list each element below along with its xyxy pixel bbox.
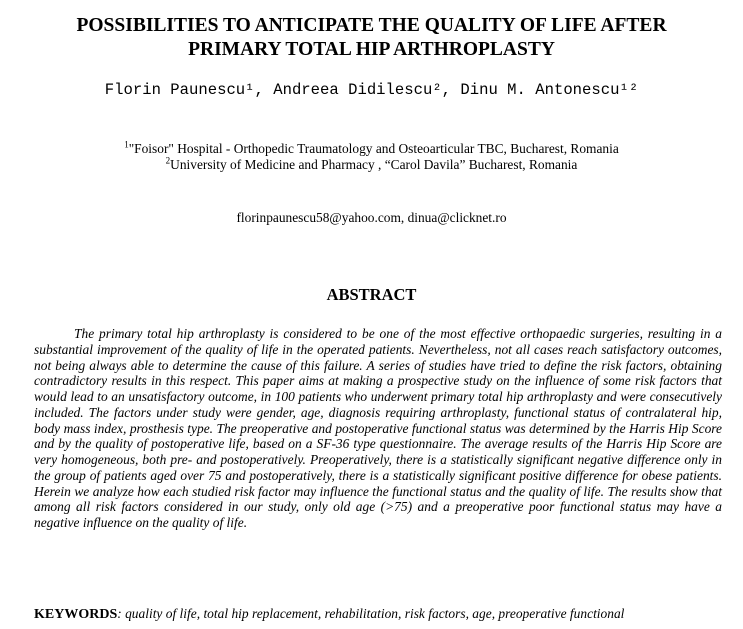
title-line-1: POSSIBILITIES TO ANTICIPATE THE QUALITY OF LIFE AFTER — [76, 15, 667, 36]
affiliations — [0, 141, 743, 173]
abstract-body: The primary total hip arthroplasty is considered to be one of the most effective orthopaedic surgeries, resulting in a substantial improvement of the quality of life in the operated patients. Nevertheless, not all cases reach satisfactory outcomes, not being always able to determine the cause of this failure. A series of studies have tried to define the risk factors, obtaining contradictory results in this respect. This paper aims at making a prospective study on the influence of some risk factors that would lead to an unsatisfactory outcome, in 100 patients who underwent primary total hip arthroplasty and were consecutively included. The factors under study were gender, age, diagnosis requiring arthroplasty, functional status of contralateral hip, body mass index, prosthesis type. The preoperative and postoperative functional status was determined by the Harris Hip Score and by the quality of postoperative life, based on a SF-36 type questionnaire. The average results of the Harris Hip Score are very homogeneous, both pre- and postoperatively. Preoperatively, there is a statistically significant negative difference only in the group of patients aged over 75 and postoperatively, there is a statistically significant positive difference for obese patients. Herein we analyze how each studied risk factor may influence the functional status and the quality of life. The results show that among all risk factors considered in our study, only old age (>75) and a preoperative poor functional status may have a negative influence on the quality of life. — [34, 326, 722, 530]
keywords-line — [34, 606, 734, 623]
keywords-label: KEYWORDS — [34, 607, 118, 622]
abstract-heading: ABSTRACT — [326, 285, 417, 304]
affiliation-1-mark: 1 — [124, 139, 129, 150]
affiliation-1 — [0, 141, 743, 157]
title-line-2: PRIMARY TOTAL HIP ARTHROPLASTY — [188, 39, 555, 60]
contact-email: florinpaunescu58@yahoo.com, dinua@clicknet.ro — [236, 210, 507, 225]
affiliation-2-text: University of Medicine and Pharmacy , “Carol Davila” Bucharest, Romania — [170, 157, 578, 172]
paper-title — [0, 14, 743, 62]
author-list: Florin Paunescu¹, Andreea Didilescu², Dinu M. Antonescu¹² — [104, 81, 639, 99]
affiliation-2-mark: 2 — [165, 155, 171, 166]
affiliation-2 — [0, 157, 743, 173]
keywords-text: : quality of life, total hip replacement, rehabilitation, risk factors, age, preoperative functional — [117, 606, 625, 621]
affiliation-1-text: "Foisor" Hospital - Orthopedic Traumatology and Osteoarticular TBC, Bucharest, Romania — [128, 141, 619, 156]
